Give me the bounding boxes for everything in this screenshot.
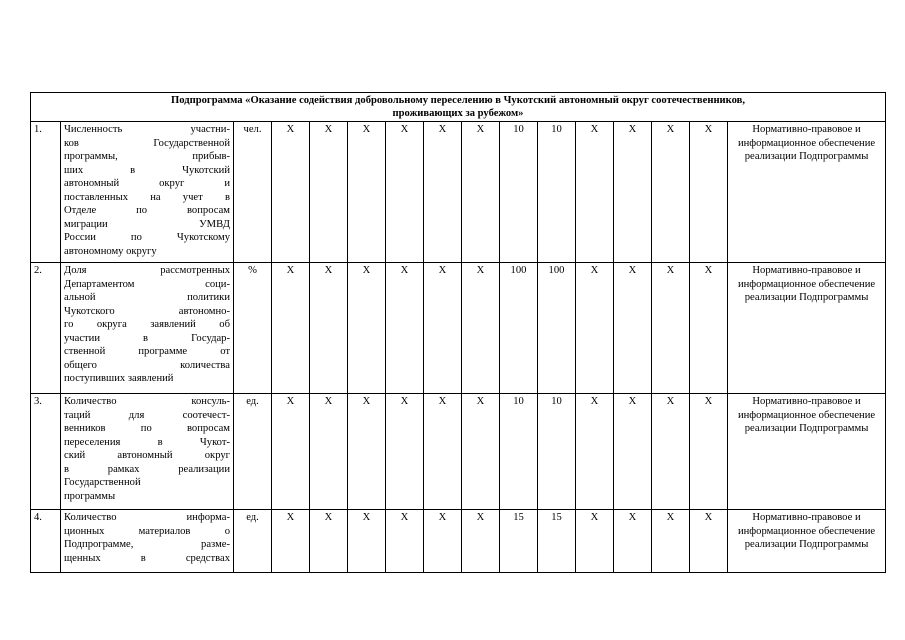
- indicators-table: [30, 92, 886, 573]
- value-cell: X: [424, 510, 462, 573]
- value-cell: X: [576, 122, 614, 263]
- value-cell: X: [272, 394, 310, 510]
- table-row: [31, 122, 886, 263]
- subprogram-header-line2: проживающих за рубежом»: [392, 108, 524, 119]
- note-cell: Нормативно-правовое и информационное обеспечение реализации Подпрограммы: [728, 122, 886, 263]
- row-number: 2.: [31, 263, 61, 394]
- value-cell: 10: [500, 394, 538, 510]
- indicator-name-line: Государственной: [64, 477, 141, 488]
- indicator-name-line: участии в Государ-: [64, 332, 230, 344]
- value-cell: X: [576, 394, 614, 510]
- subprogram-header: [31, 93, 886, 122]
- value-cell: X: [348, 510, 386, 573]
- indicator-name-line: ших в Чукотский: [64, 164, 230, 176]
- value-cell: 100: [500, 263, 538, 394]
- value-cell: X: [690, 263, 728, 394]
- note-cell: Нормативно-правовое и информационное обеспечение реализации Подпрограммы: [728, 510, 886, 573]
- indicator-name: [61, 510, 234, 573]
- indicator-name-line: Количество информа-: [64, 512, 230, 523]
- value-cell: X: [424, 394, 462, 510]
- indicator-name-line: переселения в Чукот-: [64, 436, 230, 448]
- value-cell: X: [690, 394, 728, 510]
- indicator-name-line: венников по вопросам: [64, 423, 230, 434]
- indicator-name-line: Количество консуль-: [64, 396, 230, 407]
- value-cell: X: [652, 510, 690, 573]
- indicator-name-line: Подпрограмме, разме-: [64, 539, 230, 550]
- value-cell: X: [272, 510, 310, 573]
- value-cell: X: [462, 394, 500, 510]
- value-cell: X: [310, 394, 348, 510]
- indicator-name-line: программы: [64, 490, 116, 502]
- indicator-name-line: го округа заявлений об: [64, 319, 230, 330]
- indicator-name-line: щенных в средствах: [64, 552, 230, 564]
- indicator-name-line: автономному округу: [64, 245, 157, 257]
- indicator-name-line: Департаментом соци-: [64, 278, 230, 290]
- value-cell: X: [386, 394, 424, 510]
- value-cell: X: [652, 122, 690, 263]
- value-cell: X: [386, 510, 424, 573]
- indicator-name-line: Численность участни-: [64, 124, 230, 135]
- unit-cell: чел.: [234, 122, 272, 263]
- value-cell: X: [690, 510, 728, 573]
- indicator-name-line: Отделе по вопросам: [64, 205, 230, 216]
- value-cell: X: [386, 263, 424, 394]
- value-cell: X: [690, 122, 728, 263]
- value-cell: X: [462, 510, 500, 573]
- value-cell: X: [310, 510, 348, 573]
- value-cell: X: [424, 122, 462, 263]
- indicator-name-line: ственной программе от: [64, 346, 230, 357]
- table-row: [31, 510, 886, 573]
- unit-cell: ед.: [234, 394, 272, 510]
- value-cell: X: [614, 394, 652, 510]
- value-cell: X: [310, 263, 348, 394]
- value-cell: X: [386, 122, 424, 263]
- indicator-name-line: поставленных на учет в: [64, 191, 230, 203]
- value-cell: X: [424, 263, 462, 394]
- indicator-name-line: ский автономный округ: [64, 450, 230, 461]
- indicator-name-line: в рамках реализации: [64, 463, 230, 475]
- value-cell: 15: [538, 510, 576, 573]
- indicator-name-line: альной политики: [64, 292, 230, 303]
- value-cell: X: [348, 263, 386, 394]
- indicator-name-line: автономный округ и: [64, 178, 230, 189]
- unit-cell: ед.: [234, 510, 272, 573]
- value-cell: X: [348, 394, 386, 510]
- value-cell: 10: [500, 122, 538, 263]
- value-cell: X: [652, 263, 690, 394]
- value-cell: 15: [500, 510, 538, 573]
- note-cell: Нормативно-правовое и информационное обеспечение реализации Подпрограммы: [728, 394, 886, 510]
- value-cell: X: [614, 510, 652, 573]
- value-cell: 100: [538, 263, 576, 394]
- value-cell: X: [272, 122, 310, 263]
- table-row: [31, 263, 886, 394]
- note-cell: Нормативно-правовое и информационное обеспечение реализации Подпрограммы: [728, 263, 886, 394]
- subprogram-header-line1: Подпрограмма «Оказание содействия добровольному переселению в Чукотский автономный округ соотечественников,: [171, 95, 746, 106]
- value-cell: X: [614, 122, 652, 263]
- value-cell: X: [614, 263, 652, 394]
- value-cell: X: [462, 122, 500, 263]
- row-number: 4.: [31, 510, 61, 573]
- indicator-name: [61, 263, 234, 394]
- indicator-name-line: поступивших заявлений: [64, 373, 174, 384]
- indicator-name-line: программы, прибыв-: [64, 151, 230, 162]
- unit-cell: %: [234, 263, 272, 394]
- indicator-name-line: Доля рассмотренных: [64, 265, 230, 276]
- indicator-name-line: Чукотского автономно-: [64, 305, 230, 317]
- indicator-name: [61, 394, 234, 510]
- row-number: 3.: [31, 394, 61, 510]
- value-cell: X: [652, 394, 690, 510]
- value-cell: X: [272, 263, 310, 394]
- indicator-name-line: России по Чукотскому: [64, 232, 230, 243]
- table-row: [31, 394, 886, 510]
- value-cell: 10: [538, 394, 576, 510]
- indicator-name-line: ков Государственной: [64, 137, 230, 149]
- indicator-name-line: таций для соотечест-: [64, 409, 230, 421]
- row-number: 1.: [31, 122, 61, 263]
- value-cell: 10: [538, 122, 576, 263]
- indicator-name-line: общего количества: [64, 359, 230, 371]
- indicator-name-line: ционных материалов о: [64, 525, 230, 537]
- value-cell: X: [462, 263, 500, 394]
- value-cell: X: [576, 510, 614, 573]
- value-cell: X: [348, 122, 386, 263]
- indicator-name: [61, 122, 234, 263]
- value-cell: X: [576, 263, 614, 394]
- indicator-name-line: миграции УМВД: [64, 218, 230, 230]
- value-cell: X: [310, 122, 348, 263]
